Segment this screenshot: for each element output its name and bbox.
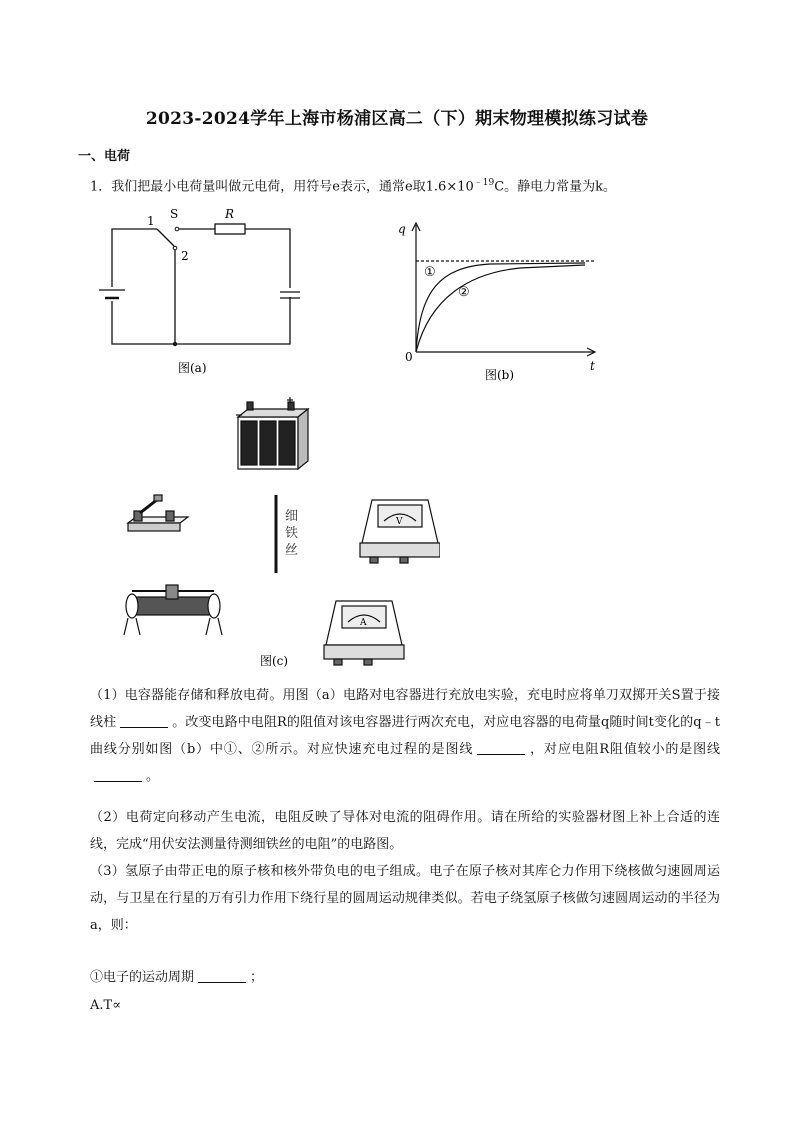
- answer-blank-1[interactable]: [120, 713, 168, 728]
- rheostat-icon: [124, 585, 222, 635]
- question-1-part-2: （2）电荷定向移动产生电流，电阻反映了导体对电流的阻碍作用。请在所给的实验器材图上补上合适的连线，完成“用伏安法测量待测细铁丝的电阻”的电路图。: [90, 810, 720, 852]
- caption-c: 图(c): [260, 654, 289, 668]
- part-1-text-d: 。: [146, 769, 160, 784]
- curve-1-label: ①: [424, 265, 436, 280]
- axis-t-label: t: [590, 359, 595, 373]
- label-1: 1: [147, 214, 155, 228]
- section-heading: 一、电荷: [78, 149, 131, 164]
- answer-blank-2[interactable]: [477, 740, 525, 755]
- ammeter-icon: [324, 601, 404, 665]
- intro-exponent: ﹣19: [473, 178, 495, 188]
- answer-blank-3[interactable]: [94, 767, 142, 782]
- caption-b: 图(b): [485, 368, 515, 382]
- origin-label: 0: [405, 350, 413, 364]
- part-3-item-1: [90, 966, 263, 985]
- item-1-text: ①电子的运动周期: [90, 970, 195, 985]
- wire-label-1: 细: [285, 509, 299, 524]
- figure-b-graph: [390, 215, 605, 385]
- page-title: 2023-2024学年上海市杨浦区高二（下）期末物理模拟练习试卷: [145, 109, 649, 129]
- label-s: S: [170, 207, 179, 221]
- caption-a: 图(a): [178, 361, 207, 375]
- voltmeter-label: V: [396, 517, 403, 527]
- intro-prefix: 1．我们把最小电荷量叫做元电荷，用符号e表示，通常e取1.6×10: [90, 179, 474, 195]
- battery-pack-icon: [236, 397, 308, 469]
- intro-suffix: C。静电力常量为k。: [494, 179, 617, 195]
- axis-q-label: q: [398, 222, 406, 236]
- part-1-text-a: （1）电容器能存储和释放电荷。用图（a）电路对电容器进行充放电实验，充电时应将单刀双掷开关S置于接线柱: [90, 688, 720, 730]
- question-1-intro: [90, 174, 616, 196]
- answer-blank-4[interactable]: [198, 968, 246, 983]
- figure-c-apparatus: [110, 395, 440, 675]
- knife-switch-icon: [128, 495, 188, 531]
- part-1-text-c: ，对应电阻R阻值较小的是图线: [529, 742, 720, 757]
- ammeter-label: A: [360, 618, 367, 628]
- question-1-part-1: [90, 682, 720, 790]
- label-r: R: [225, 207, 235, 221]
- item-1-end: ；: [250, 970, 264, 985]
- question-1-part-3: （3）氢原子由带正电的原子核和核外带负电的电子组成。电子在原子核对其库仑力作用下绕核做匀速圆周运动，与卫星在行星的万有引力作用下绕行星的圆周运动规律类似。若电子绕氢原子核做匀速圆周运动的半径为a，则：: [90, 864, 720, 933]
- option-a: A.T∝: [90, 998, 121, 1013]
- wire-label-2: 铁: [285, 526, 299, 541]
- wire-label-3: 丝: [285, 543, 299, 558]
- voltmeter-icon: [360, 500, 440, 563]
- curve-2-label: ②: [458, 285, 470, 300]
- part-1-text-b: 。改变电路中电阻R的阻值对该电容器进行两次充电，对应电容器的电荷量q随时间t变化的q﹣t曲线分别如图（b）中①、②所示。对应快速充电过程的是图线: [90, 715, 720, 757]
- label-2: 2: [181, 249, 189, 263]
- figure-a-circuit: [95, 202, 305, 382]
